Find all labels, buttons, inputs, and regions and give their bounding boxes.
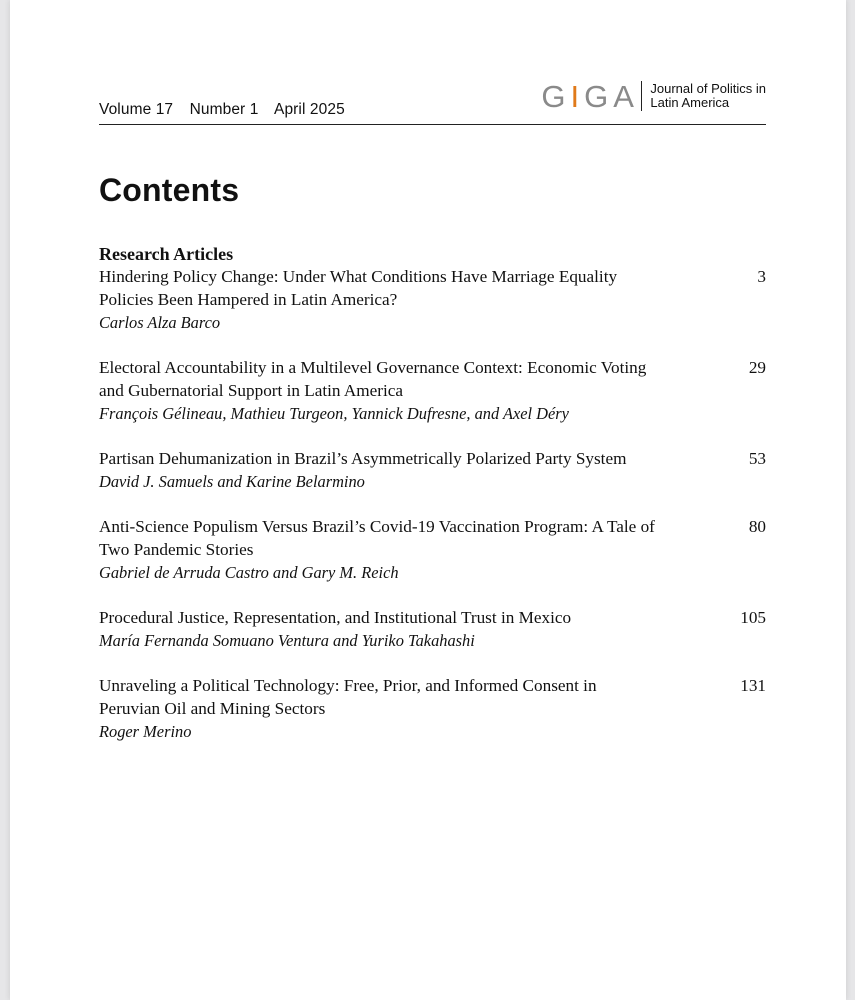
article-title: Anti-Science Populism Versus Brazil’s Covid-19 Vaccination Program: A Tale of Two Pandemic Stories [99, 517, 655, 559]
document-page [10, 0, 846, 1000]
logo-letter-a: A [613, 78, 639, 114]
article-title: Procedural Justice, Representation, and Institutional Trust in Mexico [99, 608, 572, 627]
article-page-number: 3 [757, 267, 766, 286]
article-list [99, 265, 766, 765]
journal-name [650, 82, 766, 110]
article-authors: Roger Merino [99, 722, 192, 741]
article-entry[interactable] [99, 515, 766, 584]
page-title: Contents [99, 172, 240, 208]
article-title: Electoral Accountability in a Multilevel Governance Context: Economic Voting and Gubernatorial Support in Latin America [99, 358, 647, 400]
article-authors: François Gélineau, Mathieu Turgeon, Yannick Dufresne, and Axel Déry [99, 404, 569, 423]
article-page-number: 131 [740, 676, 766, 695]
giga-logo [541, 78, 766, 114]
article-entry[interactable] [99, 606, 766, 652]
issue-info [99, 101, 357, 119]
article-authors: Gabriel de Arruda Castro and Gary M. Reich [99, 563, 399, 582]
article-title: Unraveling a Political Technology: Free, Prior, and Informed Consent in Peruvian Oil and Mining Sectors [99, 676, 597, 718]
logo-letter-g1: G [541, 78, 571, 114]
article-entry[interactable] [99, 674, 766, 743]
article-entry[interactable] [99, 356, 766, 425]
giga-logo-mark [541, 78, 639, 114]
article-page-number: 29 [748, 358, 766, 377]
article-page-number: 80 [748, 517, 766, 536]
article-page-number: 53 [748, 449, 766, 468]
article-entry[interactable] [99, 265, 766, 334]
logo-letter-i: I [570, 78, 585, 114]
section-heading: Research Articles [99, 244, 234, 264]
article-authors: David J. Samuels and Karine Belarmino [99, 472, 365, 491]
article-page-number: 105 [740, 608, 766, 627]
journal-name-line2: Latin America [650, 95, 730, 110]
logo-letter-g2: G [584, 78, 614, 114]
volume-label: Volume 17 [99, 101, 174, 118]
journal-header [99, 76, 766, 125]
article-authors: María Fernanda Somuano Ventura and Yuriko Takahashi [99, 631, 475, 650]
article-authors: Carlos Alza Barco [99, 313, 221, 332]
number-label: Number 1 [189, 101, 259, 118]
date-label: April 2025 [274, 101, 345, 118]
logo-divider [641, 81, 642, 111]
journal-name-line1: Journal of Politics in [650, 81, 766, 96]
article-entry[interactable] [99, 447, 766, 493]
article-title: Partisan Dehumanization in Brazil’s Asymmetrically Polarized Party System [99, 449, 627, 468]
article-title: Hindering Policy Change: Under What Conditions Have Marriage Equality Policies Been Hampered in Latin America? [99, 267, 618, 309]
